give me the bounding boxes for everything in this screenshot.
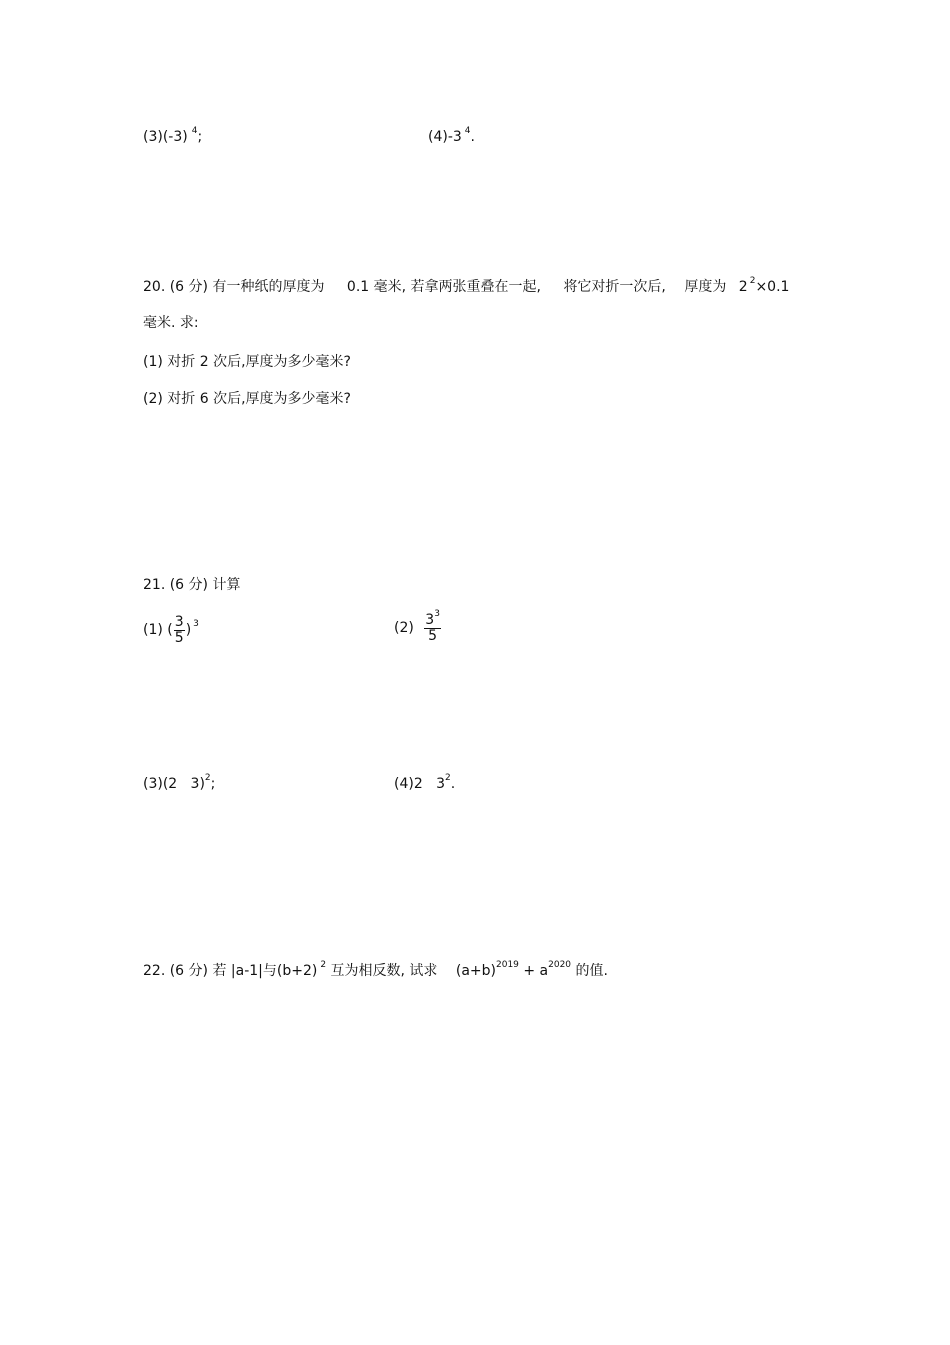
- q21-p1-close: ): [185, 622, 192, 638]
- q21-p1-exp: 3: [193, 619, 199, 630]
- q20-val3: 厚度为: [684, 279, 727, 295]
- q21-p4-exp: 2: [445, 773, 451, 784]
- q22-expr: (a+b): [455, 963, 496, 979]
- q21-p3-text: (3)(2 3): [143, 776, 205, 792]
- q20-base: 2: [738, 279, 748, 295]
- q19-item3-text: (3)(-3): [143, 129, 188, 145]
- q21-p1-num: 3: [174, 613, 184, 630]
- q21-part4: [394, 775, 455, 793]
- q21-p1-den: 5: [174, 629, 184, 646]
- q19-item3: [143, 128, 202, 146]
- q19-item4-exp: 4: [464, 126, 471, 137]
- q20-exp: 2: [749, 276, 756, 287]
- q21-p2-fraction: [424, 608, 441, 644]
- q20-line1: [143, 278, 789, 296]
- q20-line2: 毫米. 求:: [143, 315, 199, 331]
- q22-exp2: 2019: [496, 960, 519, 971]
- q21-p2-num: 3: [425, 611, 435, 628]
- q22-tail: 的值.: [575, 963, 608, 979]
- q20-head: 20. (6 分) 有一种纸的厚度为: [143, 279, 325, 295]
- q19-item4: [428, 128, 475, 146]
- q22-head: 22. (6 分) 若 |a-1|与(b+2): [143, 963, 318, 979]
- q22-exp1: 2: [320, 960, 327, 971]
- q22-mid: 互为相反数, 试求: [330, 963, 438, 979]
- q20-val2: 将它对折一次后,: [563, 279, 666, 295]
- q21-part1: [143, 610, 199, 650]
- q22-plus: + a: [523, 963, 549, 979]
- q20-tail: ×0.1: [755, 279, 790, 295]
- q21-p2-den: 5: [428, 627, 438, 644]
- q21-p4-end: .: [450, 776, 456, 792]
- q21-p3-exp: 2: [204, 773, 211, 784]
- q21-p4-text: (4)2 3: [394, 776, 445, 792]
- q22-line: [143, 962, 608, 980]
- q21-p1-label: (1): [143, 622, 163, 638]
- q21-p2-label: (2): [394, 620, 414, 636]
- q21-p2-num-wrap: [424, 608, 441, 629]
- q19-item3-exp: 4: [191, 126, 198, 137]
- q20-val1: 0.1 毫米, 若拿两张重叠在一起,: [346, 279, 541, 295]
- q19-item3-end: ;: [197, 129, 203, 145]
- q22-exp3: 2020: [548, 960, 572, 971]
- q19-item4-text: (4)-3: [428, 129, 462, 145]
- q21-head: 21. (6 分) 计算: [143, 577, 241, 593]
- q20-sub2: (2) 对折 6 次后,厚度为多少毫米?: [143, 391, 351, 407]
- q21-p2-num-exp: 3: [434, 608, 440, 619]
- q21-p1-fraction: [174, 615, 185, 646]
- q21-part3: [143, 775, 215, 793]
- q19-item4-end: .: [470, 129, 475, 145]
- q20-sub1: (1) 对折 2 次后,厚度为多少毫米?: [143, 354, 351, 370]
- q21-p3-end: ;: [210, 776, 216, 792]
- q21-part2: [394, 608, 442, 648]
- q21-p1-open: (: [167, 622, 173, 638]
